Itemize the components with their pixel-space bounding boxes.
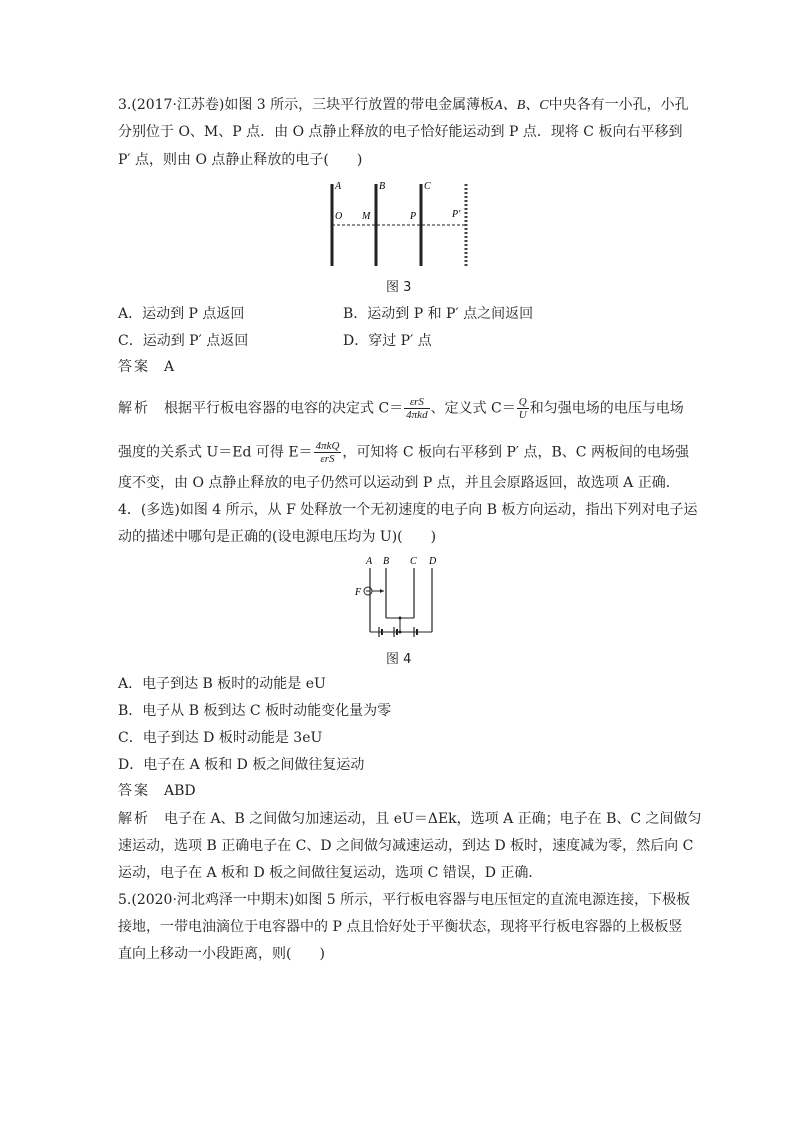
q4-line-1: 4．(多选)如图 4 所示，从 F 处释放一个无初速度的电子向 B 板方向运动，指出下列对电子运 bbox=[118, 502, 698, 518]
fig4-label-C: C bbox=[410, 556, 417, 567]
fig3-label-B: B bbox=[379, 181, 386, 192]
q3-analysis-line-3: 度不变，由 O 点静止释放的电子仍然可以运动到 P 点，并且会原路返回，故选项 A 正确． bbox=[118, 475, 680, 491]
fig4-label-A: A bbox=[366, 556, 373, 567]
q3-option-a: A．运动到 P 点返回 bbox=[118, 306, 245, 322]
fig3-caption: 图 3 bbox=[386, 280, 412, 295]
fig3-label-M: M bbox=[362, 211, 371, 222]
q3-option-c: C．运动到 P′ 点返回 bbox=[118, 333, 249, 349]
q5-line-3: 直向上移动一小段距离，则( ) bbox=[118, 946, 325, 962]
fig3-label-O: O bbox=[335, 211, 343, 222]
q3-analysis-line-1: 解析 根据平行板电容器的电容的决定式 C＝ $\frac{\text{εrS}}{\text{4πkd}}$ 、定义式 C＝ $\frac{Q}{U}$ 和匀强电场的电压与电场 bbox=[118, 396, 684, 421]
q3-line-2: 分别位于 O、M、P 点．由 O 点静止释放的电子恰好能运动到 P 点．现将 C 板向右平移到 bbox=[118, 124, 683, 140]
fig4-label-F: F bbox=[355, 587, 362, 598]
q4-option-c: C．电子到达 D 板时动能是 3eU bbox=[118, 730, 323, 746]
figure-3 bbox=[320, 176, 480, 268]
q3-analysis-line-2: 强度的关系式 U＝Ed 可得 E＝ $\frac{\text{4πkQ}}{\text{εrS}}$ ，可知将 C 板向右平移到 P′ 点，B、C 两板间的电场强 bbox=[118, 440, 689, 465]
q4-option-d: D．电子在 A 板和 D 板之间做往复运动 bbox=[118, 757, 365, 773]
fig3-label-A: A bbox=[335, 181, 342, 192]
q4-analysis-line-3: 运动，电子在 A 板和 D 板之间做往复运动，选项 C 错误，D 正确． bbox=[118, 865, 543, 881]
q3-line-3: P′ 点，则由 O 点静止释放的电子( ) bbox=[118, 152, 363, 168]
fig4-caption: 图 4 bbox=[386, 652, 412, 667]
q3-option-d: D．穿过 P′ 点 bbox=[343, 333, 432, 349]
q5-line-2: 接地，一带电油滴位于电容器中的 P 点且恰好处于平衡状态，现将平行板电容器的上极板竖 bbox=[118, 919, 683, 935]
fig3-label-Pprime: P′ bbox=[452, 209, 461, 220]
fig4-label-D: D bbox=[429, 556, 437, 567]
q4-option-a: A．电子到达 B 板时的动能是 eU bbox=[118, 676, 326, 692]
q4-line-2: 动的描述中哪句是正确的(设电源电压均为 U)( ) bbox=[118, 529, 437, 545]
q4-option-b: B．电子从 B 板到达 C 板时动能变化量为零 bbox=[118, 703, 392, 719]
q4-analysis-line-2: 速运动，选项 B 正确电子在 C、D 之间做匀减速运动，到达 D 板时，速度减为零，然后向 C bbox=[118, 838, 694, 854]
fig4-label-B: B bbox=[383, 556, 390, 567]
fig3-label-C: C bbox=[424, 181, 431, 192]
q3-answer: 答案 A bbox=[118, 359, 175, 375]
q4-analysis-line-1: 解析 电子在 A、B 之间做匀加速运动，且 eU＝ΔEk，选项 A 正确；电子在 B、C 之间做匀 bbox=[118, 811, 702, 827]
q5-line-1: 5.(2020·河北鸡泽一中期末)如图 5 所示，平行板电容器与电压恒定的直流电源连接，下极板 bbox=[118, 892, 691, 908]
q3-line-1: 3.(2017·江苏卷)如图 3 所示，三块平行放置的带电金属薄板A、B、C中央各有一小孔，小孔 bbox=[118, 97, 689, 113]
fig3-label-P: P bbox=[410, 211, 417, 222]
q4-answer: 答案 ABD bbox=[118, 783, 196, 799]
figure-4 bbox=[352, 552, 442, 642]
q3-option-b: B．运动到 P 和 P′ 点之间返回 bbox=[343, 306, 534, 322]
